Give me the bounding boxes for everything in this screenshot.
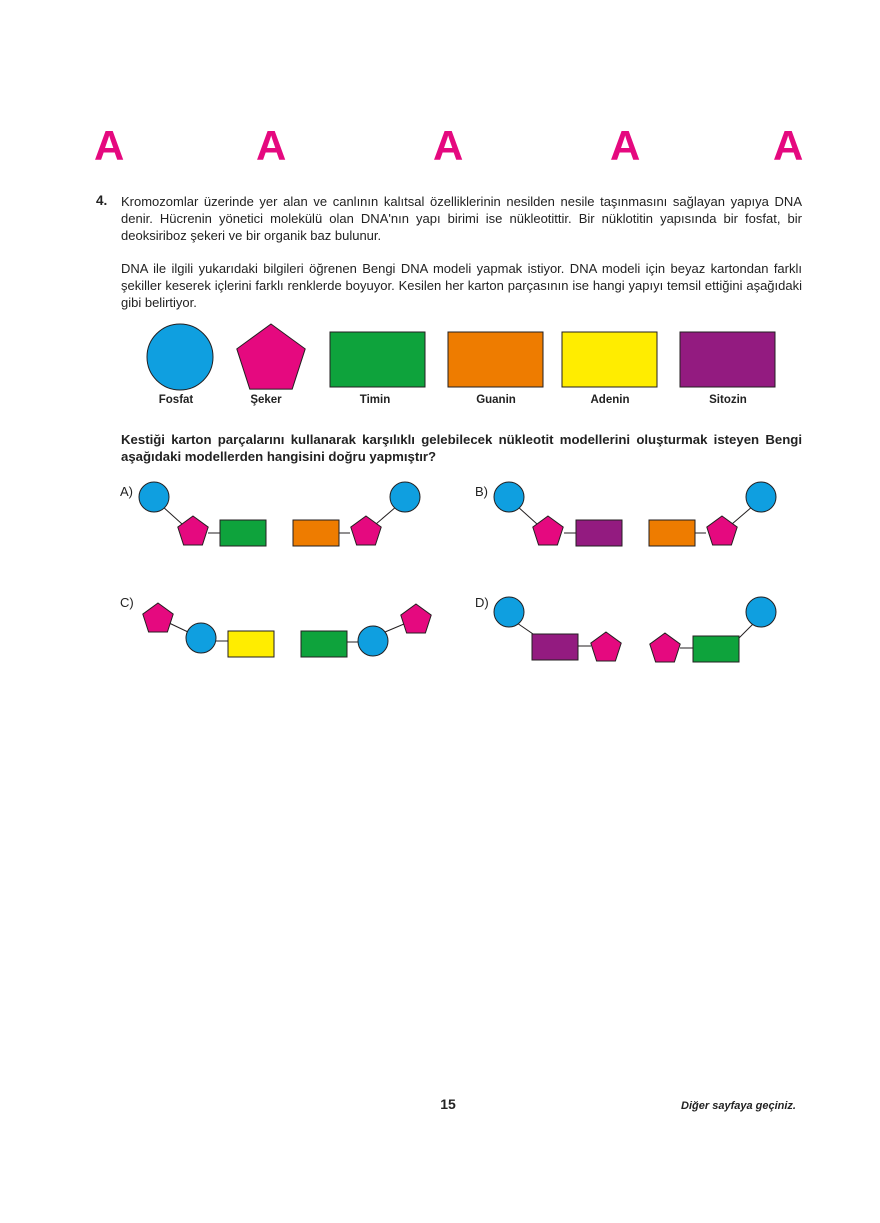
option-label-d[interactable]: D) [475, 595, 489, 610]
sugar-pentagon [401, 604, 431, 633]
question-paragraph-1: Kromozomlar üzerinde yer alan ve canlının kalıtsal özelliklerinin nesilden nesile taşınmasını sağlayan yapıya DNA denir. Hücrenin yönetici molekülü olan DNA'nın yapı birimi ise nükleotittir. Bir nüklotitin yapısında bir fosfat, bir deoksiriboz şekeri ve bir organik baz bulunur. [121, 194, 802, 243]
legend-label-guanin: Guanin [476, 394, 516, 406]
booklet-letter-2: A [256, 122, 287, 169]
sugar-pentagon [533, 516, 563, 545]
booklet-letter-3: A [433, 122, 464, 169]
base-sitozin-rect [532, 634, 578, 660]
sugar-pentagon [707, 516, 737, 545]
base-timin-rect [693, 636, 739, 662]
booklet-letter-5: A [773, 122, 804, 169]
legend-label-adenin: Adenin [590, 394, 630, 406]
option-b-model[interactable] [494, 482, 776, 546]
option-label-c[interactable]: C) [120, 595, 134, 610]
base-guanin-rect [649, 520, 695, 546]
sugar-pentagon [143, 603, 173, 632]
phosphate-circle [494, 482, 524, 512]
phosphate-circle [186, 623, 216, 653]
legend-guanin-rect [448, 332, 543, 387]
option-label-b[interactable]: B) [475, 484, 488, 499]
question-number: 4. [96, 193, 108, 208]
base-timin-rect [220, 520, 266, 546]
phosphate-circle [494, 597, 524, 627]
option-c-model[interactable] [143, 603, 431, 657]
sugar-pentagon [650, 633, 680, 662]
legend-seker-pentagon [237, 324, 305, 389]
legend-sitozin-rect [680, 332, 775, 387]
base-sitozin-rect [576, 520, 622, 546]
legend-timin-rect [330, 332, 425, 387]
base-guanin-rect [293, 520, 339, 546]
base-timin-rect [301, 631, 347, 657]
legend-adenin-rect [562, 332, 657, 387]
page-number: 15 [440, 1096, 456, 1112]
phosphate-circle [746, 482, 776, 512]
legend-label-seker: Şeker [250, 394, 282, 406]
option-a-model[interactable] [139, 482, 420, 546]
option-label-a[interactable]: A) [120, 484, 133, 499]
legend-label-sitozin: Sitozin [709, 394, 747, 406]
phosphate-circle [746, 597, 776, 627]
sugar-pentagon [591, 632, 621, 661]
footer-next-page-note: Diğer sayfaya geçiniz. [681, 1100, 796, 1112]
phosphate-circle [390, 482, 420, 512]
option-d-model[interactable] [494, 597, 776, 662]
sugar-pentagon [178, 516, 208, 545]
phosphate-circle [358, 626, 388, 656]
sugar-pentagon [351, 516, 381, 545]
phosphate-circle [139, 482, 169, 512]
legend-label-timin: Timin [359, 394, 391, 406]
legend-label-fosfat: Fosfat [158, 394, 194, 406]
legend-shapes [147, 324, 775, 390]
booklet-letter-1: A [94, 122, 125, 169]
question-paragraph-2: DNA ile ilgili yukarıdaki bilgileri öğrenen Bengi DNA modeli yapmak istiyor. DNA modeli için beyaz kartondan farklı şekiller keserek içlerini farklı renklerde boyuyor. Kesilen her karton parçasının ise hangi yapıyı temsil ettiğini aşağıdaki gibi belirtiyor. [121, 261, 802, 310]
legend-fosfat-circle [147, 324, 213, 390]
booklet-letter-4: A [610, 122, 641, 169]
base-adenin-rect [228, 631, 274, 657]
question-prompt: Kestiği karton parçalarını kullanarak karşılıklı gelebilecek nükleotit modellerini oluşturmak isteyen Bengi aşağıdaki modellerden hangisini doğru yapmıştır? [121, 432, 802, 464]
